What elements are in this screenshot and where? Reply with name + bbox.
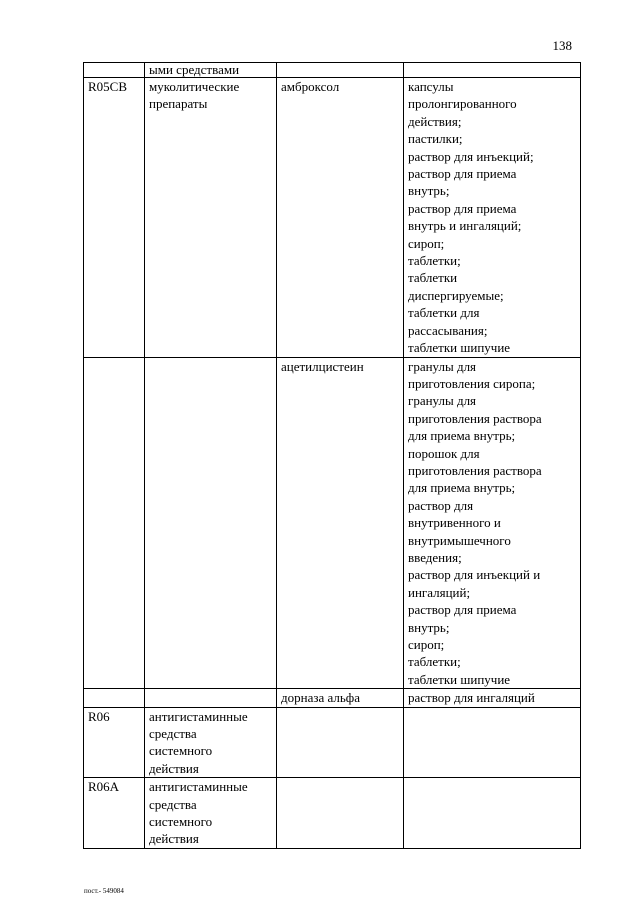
dosage-forms-cell-line: сироп; (408, 637, 445, 652)
dosage-forms-cell-line: рассасывания; (408, 322, 488, 338)
atc-code-cell: R06A (84, 778, 145, 849)
dosage-forms-cell-line: действия; (408, 113, 462, 129)
dosage-forms-cell-line: приготовления раствора (408, 462, 542, 478)
dosage-forms-cell (404, 357, 581, 689)
substance-cell (277, 63, 404, 78)
dosage-forms-cell (404, 78, 581, 358)
dosage-forms-cell-line: порошок для (408, 445, 480, 461)
dosage-forms-cell-line: капсулы (408, 79, 454, 94)
dosage-forms-cell-line: приготовления раствора (408, 410, 542, 426)
dosage-forms-cell-line: пастилки; (408, 131, 463, 147)
group-cell (145, 707, 277, 778)
dosage-forms-cell-line: раствор для (408, 497, 474, 513)
group-cell (145, 689, 277, 707)
table-row (84, 689, 581, 707)
page-number: 138 (552, 38, 572, 53)
table-row (84, 78, 581, 358)
group-cell-line: антигистаминные (149, 708, 248, 724)
group-cell (145, 357, 277, 689)
group-cell (145, 78, 277, 358)
dosage-forms-cell-line: пролонгированного (408, 96, 517, 112)
dosage-forms-cell-line: внутрь; (408, 619, 450, 635)
group-cell-line: системного (149, 743, 213, 759)
dosage-forms-cell-line: диспергируемые; (408, 287, 504, 303)
dosage-forms-cell-line: ингаляций; (408, 584, 471, 600)
substance-cell: дорназа альфа (277, 689, 404, 707)
table-row (84, 357, 581, 689)
dosage-forms-cell-line: раствор для инъекций и (408, 567, 541, 583)
dosage-forms-cell-line: раствор для приема (408, 200, 517, 216)
substance-cell (277, 707, 404, 778)
dosage-forms-cell-line: таблетки шипучие (408, 671, 511, 687)
substance-cell: ацетилцистеин (277, 357, 404, 689)
dosage-forms-cell-line: сироп; (408, 235, 445, 251)
dosage-forms-cell-line: для приема внутрь; (408, 480, 516, 496)
dosage-forms-cell-line: внутрь; (408, 183, 450, 199)
table-row (84, 707, 581, 778)
atc-code-cell: R05CB (84, 78, 145, 358)
dosage-forms-cell-line: раствор для приема (408, 602, 517, 618)
group-cell (145, 778, 277, 849)
dosage-forms-cell-line: таблетки; (408, 253, 461, 269)
group-cell-line: ыми средствами (149, 62, 240, 77)
substance-cell: амброксол (277, 78, 404, 358)
group-cell-line: действия (149, 760, 199, 776)
dosage-forms-cell-line: введения; (408, 549, 462, 565)
dosage-forms-cell-line: гранулы для (408, 393, 477, 409)
atc-code-cell (84, 63, 145, 78)
group-cell (145, 63, 277, 78)
dosage-forms-cell-line: внутривенного и (408, 515, 501, 531)
dosage-forms-cell-line: гранулы для (408, 358, 477, 374)
drug-table (83, 62, 581, 849)
dosage-forms-cell-line: для приема внутрь; (408, 428, 516, 444)
dosage-forms-cell-line: внутрь и ингаляций; (408, 218, 522, 234)
atc-code-cell (84, 689, 145, 707)
dosage-forms-cell (404, 689, 581, 707)
dosage-forms-cell-line: таблетки для (408, 305, 480, 321)
group-cell-line: препараты (149, 96, 208, 112)
group-cell-line: системного (149, 814, 213, 830)
atc-code-cell: R06 (84, 707, 145, 778)
group-cell-line: действия (149, 831, 199, 847)
dosage-forms-cell (404, 778, 581, 849)
dosage-forms-cell-line: внутримышечного (408, 532, 511, 548)
table-body (84, 63, 581, 849)
dosage-forms-cell-line: раствор для инъекций; (408, 148, 534, 164)
dosage-forms-cell (404, 63, 581, 78)
table-row (84, 63, 581, 78)
group-cell-line: средства (149, 726, 197, 742)
group-cell-line: антигистаминные (149, 779, 248, 795)
atc-code-cell (84, 357, 145, 689)
table-row (84, 778, 581, 849)
dosage-forms-cell-line: таблетки шипучие (408, 340, 511, 356)
group-cell-line: муколитические (149, 79, 240, 94)
dosage-forms-cell-line: приготовления сиропа; (408, 375, 536, 391)
footer-doc-id: пост.- 549084 (84, 887, 124, 895)
dosage-forms-cell-line: таблетки (408, 270, 458, 286)
dosage-forms-cell (404, 707, 581, 778)
group-cell-line: средства (149, 796, 197, 812)
dosage-forms-cell-line: раствор для приема (408, 166, 517, 182)
substance-cell (277, 778, 404, 849)
dosage-forms-cell-line: раствор для ингаляций (408, 690, 535, 706)
dosage-forms-cell-line: таблетки; (408, 654, 461, 670)
